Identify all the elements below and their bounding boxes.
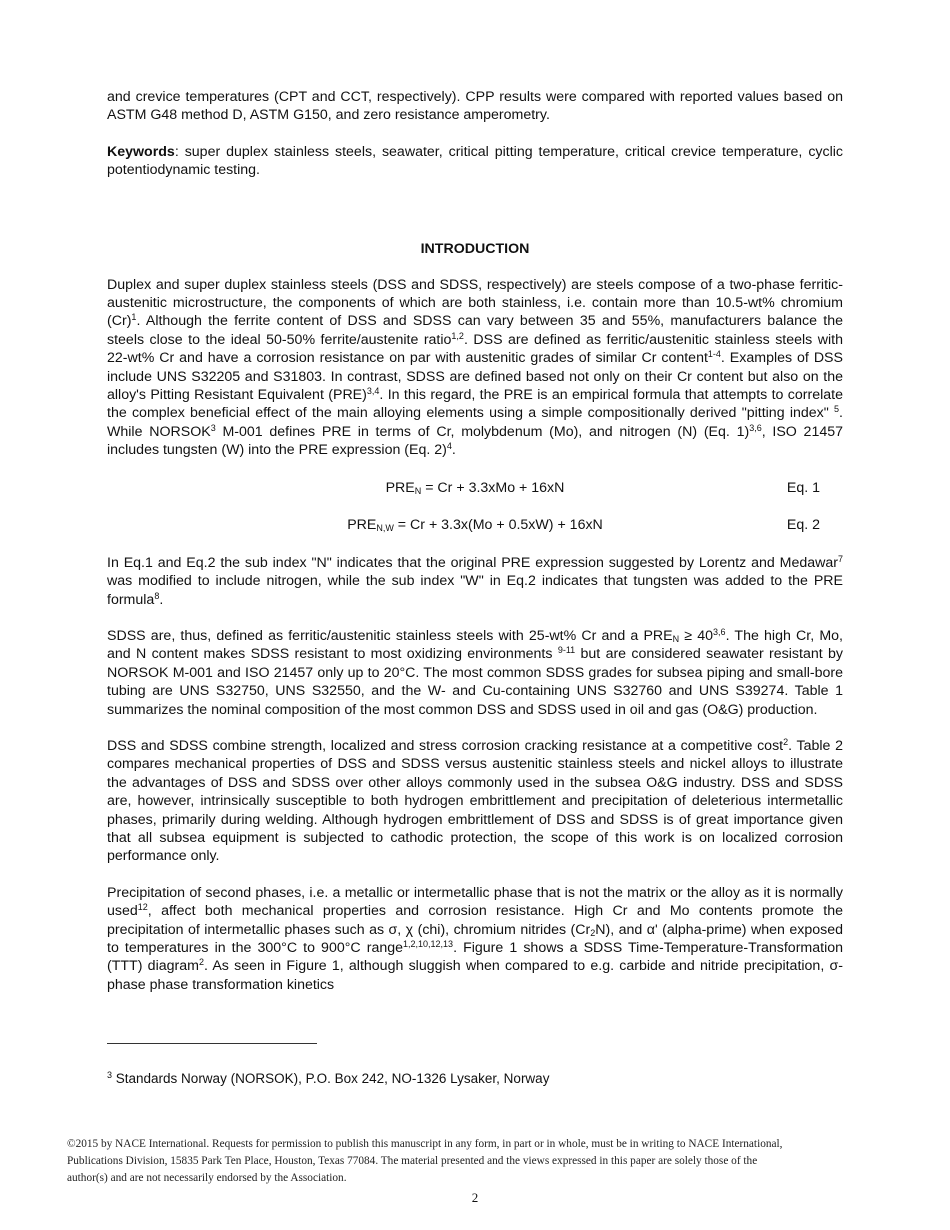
intro-paragraph-2: In Eq.1 and Eq.2 the sub index "N" indicates that the original PRE expression suggested by Lorentz and Medawar$^7$ was modified to include nitrogen, while the sub index "W" in Eq.2 indicates that tungsten was added to the PRE formula$^8$. bbox=[107, 553, 843, 608]
keywords-paragraph bbox=[107, 143, 843, 180]
paper-body bbox=[107, 88, 843, 994]
intro-paragraph-4: DSS and SDSS combine strength, localized and stress corrosion cracking resistance at a competitive cost$^2$. Table 2 compares mechanical properties of DSS and SDSS versus austenitic stainless steels and nickel alloys to illustrate the advantages of DSS and SDSS over other alloys commonly used in the subsea O&G industry. DSS and SDSS are, however, intrinsically susceptible to both hydrogen embrittlement and precipitation of deleterious intermetallic phases, primarily during welding. Although hydrogen embrittlement of DSS and SDSS is of great importance given that all subsea equipment is subjected to cathodic protection, the scope of this work is on localized corrosion performance only. bbox=[107, 736, 844, 865]
keywords-text: : super duplex stainless steels, seawater, critical pitting temperature, critical crevice temperature, cyclic potentiodynamic testing. bbox=[107, 143, 843, 179]
equation-2: $PRE_{N,W} = Cr + 3.3x(Mo + 0.5xW) + 16xN$ Eq. 2 bbox=[347, 516, 820, 533]
intro-paragraph-1: Duplex and super duplex stainless steels (DSS and SDSS, respectively) are steels compose of a two-phase ferritic-austenitic microstructure, the components of which are both stainless, i.e. contain more than 10.5-wt% chromium $(Cr)^1$. Although the ferrite content of DSS and SDSS can vary between 35 and 55%, manufacturers balance the steels close to the ideal 50-50% ferrite/austenite ratio$^{1,2}$. DSS are defined as ferritic/austenitic stainless steels with 22-wt% Cr and have a corrosion resistance on par with austenitic grades of similar Cr content$^{1-4}$. Examples of DSS include UNS S32205 and S31803. In contrast, SDSS are defined based not only on their Cr content but also on the alloy's Pitting Resistant Equivalent (PRE)$^{3,4}$. In this regard, the PRE is an empirical formula that attempts to correlate the complex beneficial effect of the main alloying elements using a simple compositionally derived "pitting index" $^5$. While NORSOK$^3$ M-001 defines PRE in terms of Cr, molybdenum (Mo), and nitrogen (N) (Eq. 1)$^{3,6}$, ISO 21457 includes tungsten (W) into the PRE expression (Eq. 2)$^4$. bbox=[107, 276, 844, 459]
abstract-tail: and crevice temperatures (CPT and CCT, respectively). CPP results were compared with reported values based on ASTM G48 method D, ASTM G150, and zero resistance amperometry. bbox=[107, 89, 843, 124]
equation-1: $PRE_N = Cr + 3.3xMo + 16xN$ Eq. 1 bbox=[385, 479, 820, 496]
section-heading-introduction: INTRODUCTION bbox=[420, 240, 530, 257]
equation-1-label: Eq. 1 bbox=[786, 479, 820, 496]
page-number: 2 bbox=[471, 1190, 479, 1205]
intro-paragraph-5: Precipitation of second phases, i.e. a metallic or intermetallic phase that is not the matrix or the alloy as it is normally used$^{12}$, affect both mechanical properties and corrosion resistance. High Cr and Mo contents promote the precipitation of intermetallic phases such as σ, χ (chi), chromium nitrides $(Cr_2N)$, and α' (alpha-prime) when exposed to temperatures in the 300°C to 900°C range$^{1,2,10,12,13}$. Figure 1 shows a SDSS Time-Temperature-Transformation (TTT) diagram$^2$. As seen in Figure 1, although sluggish when compared to e.g. carbide and nitride precipitation, σ-phase phase transformation kinetics bbox=[107, 884, 844, 993]
intro-paragraph-3: SDSS are, thus, defined as ferritic/austenitic stainless steels with 25-wt% Cr and a $PRE_N \ge 40^{3,6}$. The high Cr, Mo, and N content makes SDSS resistant to most oxidizing environments $^{9-11}$ but are considered seawater resistant by NORSOK M-001 and ISO 21457 only up to 20°C. The most common SDSS grades for subsea piping and small-bore tubing are UNS S32750, UNS S32550, and the W- and Cu-containing UNS S32760 and UNS S39274. Table 1 summarizes the nominal composition of the most common DSS and SDSS used in oil and gas (O&G) production. bbox=[107, 626, 843, 718]
footnote bbox=[107, 1071, 549, 1087]
equation-2-label: Eq. 2 bbox=[786, 516, 820, 533]
footnote-divider bbox=[107, 1043, 317, 1044]
footnote-text: Standards Norway (NORSOK), P.O. Box 242, NO-1326 Lysaker, Norway bbox=[112, 1071, 550, 1086]
footnote-mark: 3 bbox=[107, 1070, 113, 1080]
copyright-notice: ©2015 by NACE International. Requests for permission to publish this manuscript in any form, in part or in whole, must be in writing to NACE International, Publications Division, 15835 Park Ten Place, Houston, Texas 77084. The material presented and the views expressed in this paper are solely those of the author(s) and are not necessarily endorsed by the Association. bbox=[67, 1138, 783, 1184]
keywords-label: Keywords bbox=[107, 143, 175, 160]
